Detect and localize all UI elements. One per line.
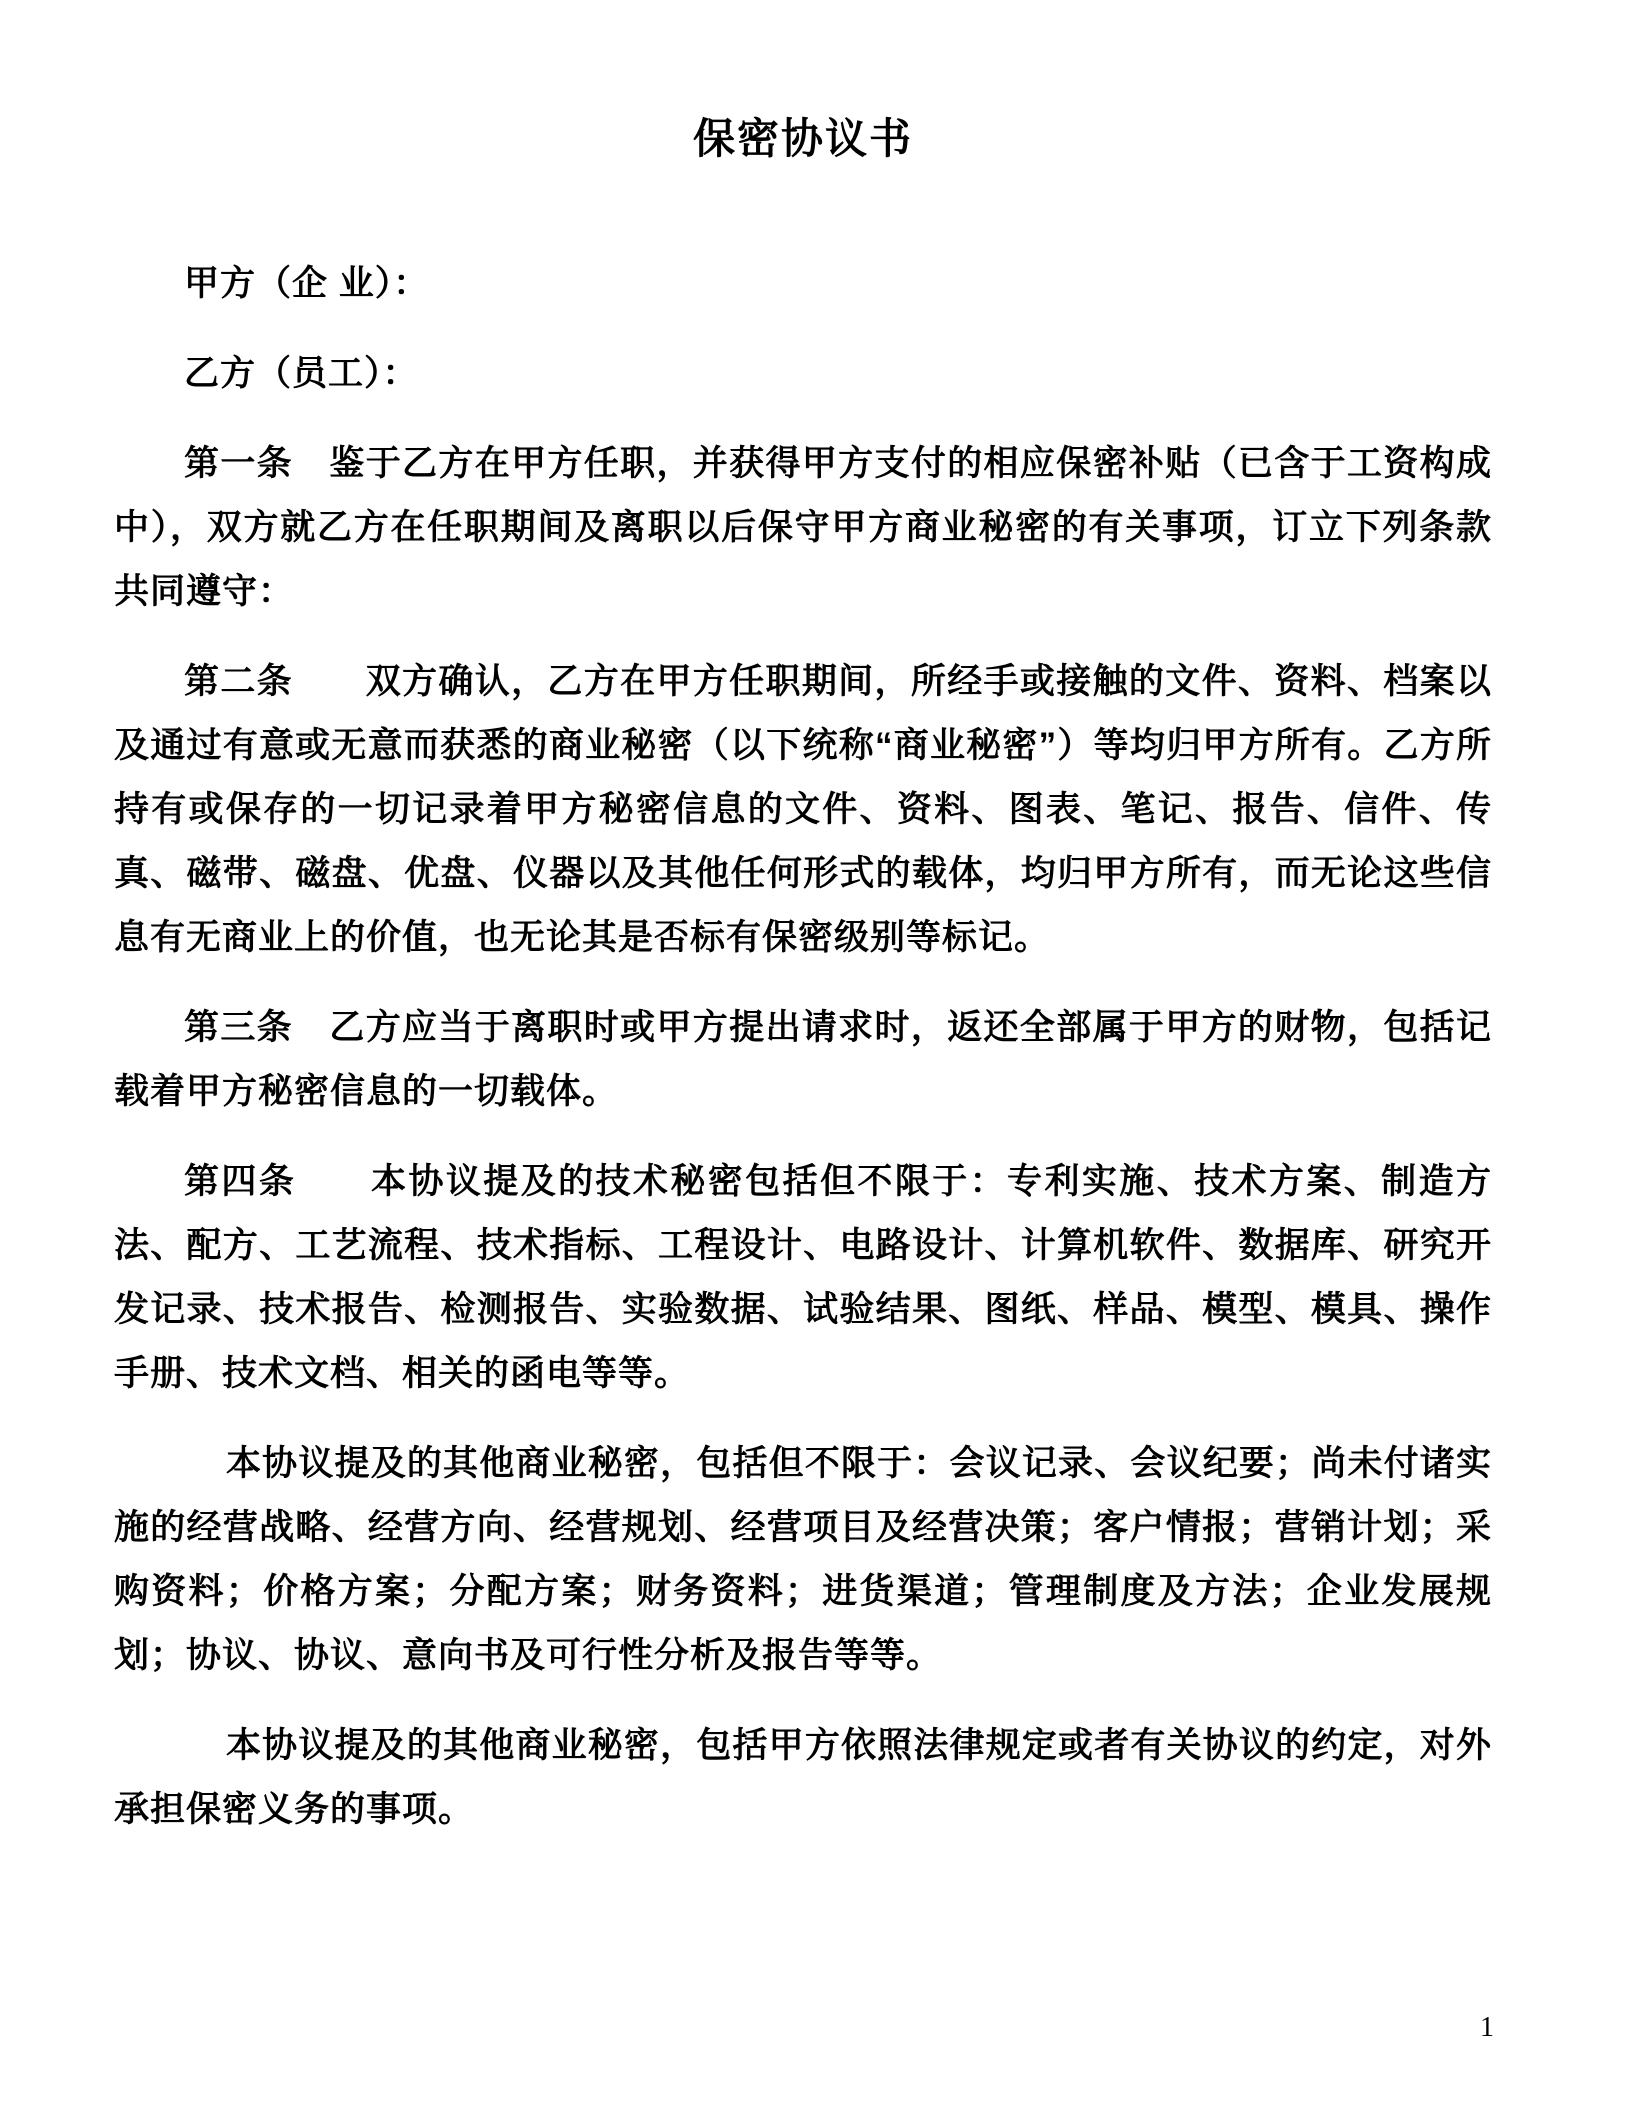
other-business-secrets-paragraph: 本协议提及的其他商业秘密，包括但不限于：会议记录、会议纪要；尚未付诸实施的经营战略、经营方向、经营规划、经营项目及经营决策；客户情报；营销计划；采购资料；价格方案；分配方案；财务资料；进货渠道；管理制度及方法；企业发展规划；协议、协议、意向书及可行性分析及报告等等。: [114, 1444, 1492, 1675]
legal-obligation-paragraph: 本协议提及的其他商业秘密，包括甲方依照法律规定或者有关协议的约定，对外承担保密义务的事项。: [114, 1726, 1492, 1829]
party-a-line: 甲方（企 业）：: [184, 264, 430, 303]
clause-3-paragraph: 第三条 乙方应当于离职时或甲方提出请求时，返还全部属于甲方的财物，包括记载着甲方秘密信息的一切载体。: [114, 1008, 1492, 1111]
document-body: [114, 252, 1492, 1842]
clause-4-paragraph: 第四条 本协议提及的技术秘密包括但不限于：专利实施、技术方案、制造方法、配方、工艺流程、技术指标、工程设计、电路设计、计算机软件、数据库、研究开发记录、技术报告、检测报告、实验数据、试验结果、图纸、样品、模型、模具、操作手册、技术文档、相关的函电等等。: [114, 1162, 1492, 1393]
clause-1-paragraph: 第一条 鉴于乙方在甲方任职，并获得甲方支付的相应保密补贴（已含于工资构成中），双方就乙方在任职期间及离职以后保守甲方商业秘密的有关事项，订立下列条款共同遵守：: [114, 444, 1492, 611]
document-title: 保密协议书: [692, 115, 913, 162]
party-b-line: 乙方（员工）：: [184, 354, 419, 393]
page-number: 1: [1480, 2012, 1494, 2043]
clause-2-paragraph: 第二条 双方确认，乙方在甲方任职期间，所经手或接触的文件、资料、档案以及通过有意或无意而获悉的商业秘密（以下统称“商业秘密”）等均归甲方所有。乙方所持有或保存的一切记录着甲方秘密信息的文件、资料、图表、笔记、报告、信件、传真、磁带、磁盘、优盘、仪器以及其他任何形式的载体，均归甲方所有，而无论这些信息有无商业上的价值，也无论其是否标有保密级别等标记。: [114, 662, 1492, 957]
